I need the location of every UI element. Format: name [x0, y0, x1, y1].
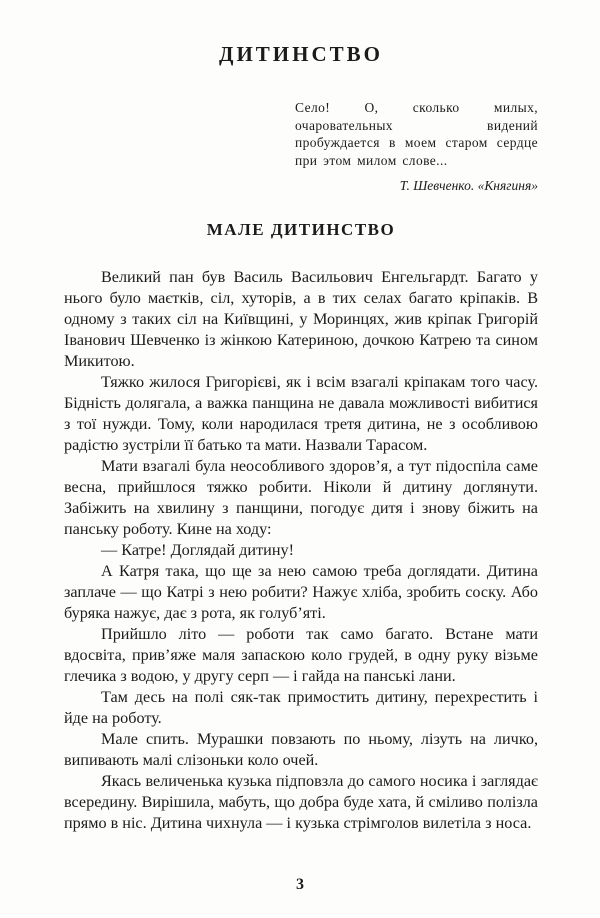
- paragraph-dialogue: — Катре! Доглядай дитину!: [101, 541, 294, 559]
- page-number: 3: [296, 876, 304, 893]
- body-text: [64, 267, 538, 834]
- paragraph: Якась величенька кузька підповзла до самого носика і заглядає всередину. Вирішила, мабуть, що добра буде хата, й сміливо полізла прямо в ніс. Дитина чихнула — і кузька стрімголов вилетіла з носа.: [64, 772, 538, 832]
- paragraph: Мати взагалі була неособливого здоров’я, а тут підоспіла саме весна, прийшлося тяжко робити. Ніколи й дитину доглянути. Забіжить на хвилину з панщини, погодує дитя і знову біжить на панську роботу. Кине на ходу:: [64, 457, 538, 538]
- section-title: МАЛЕ ДИТИНСТВО: [206, 220, 396, 239]
- epigraph-text: Село! О, сколько милых, очаровательных видений пробуждается в моем старом сердце при этом милом слове...: [295, 100, 538, 168]
- paragraph: Великий пан був Василь Васильович Енгельгардт. Багато у нього було маєтків, сіл, хуторів, а в тих селах багато кріпаків. В одному з таких сіл на Київщині, у Моринцях, жив кріпак Григорій Іванович Шевченко із жінкою Катериною, дочкою Катрею та сином Микитою.: [64, 268, 538, 370]
- paragraph: Мале спить. Мурашки повзають по ньому, лізуть на личко, випивають малі слізоньки коло очей.: [64, 730, 538, 769]
- chapter-title: ДИТИНСТВО: [219, 42, 383, 66]
- epigraph: [295, 99, 538, 194]
- paragraph: А Катря така, що ще за нею самою треба доглядати. Дитина заплаче — що Катрі з нею робити? Нажує хліба, зробить соску. Або буряка нажує, дає з рота, як голуб’яті.: [64, 562, 538, 622]
- paragraph: Там десь на полі сяк-так примостить дитину, перехрестить і йде на роботу.: [64, 688, 538, 727]
- epigraph-attribution: Т. Шевченко. «Княгиня»: [399, 178, 538, 193]
- paragraph: Прийшло літо — роботи так само багато. Встане мати вдосвіта, прив’яже маля запаскою коло грудей, в одну руку візьме глечика з водою, у другу серп — і гайда на панські лани.: [64, 625, 538, 685]
- paragraph: Тяжко жилося Григорієві, як і всім взагалі кріпакам того часу. Бідність долягала, а важка панщина не давала можливості вибитися з тої нужди. Тому, коли народилася третя дитина, не з особливою радістю зустріли її батько та мати. Назвали Тарасом.: [64, 373, 538, 454]
